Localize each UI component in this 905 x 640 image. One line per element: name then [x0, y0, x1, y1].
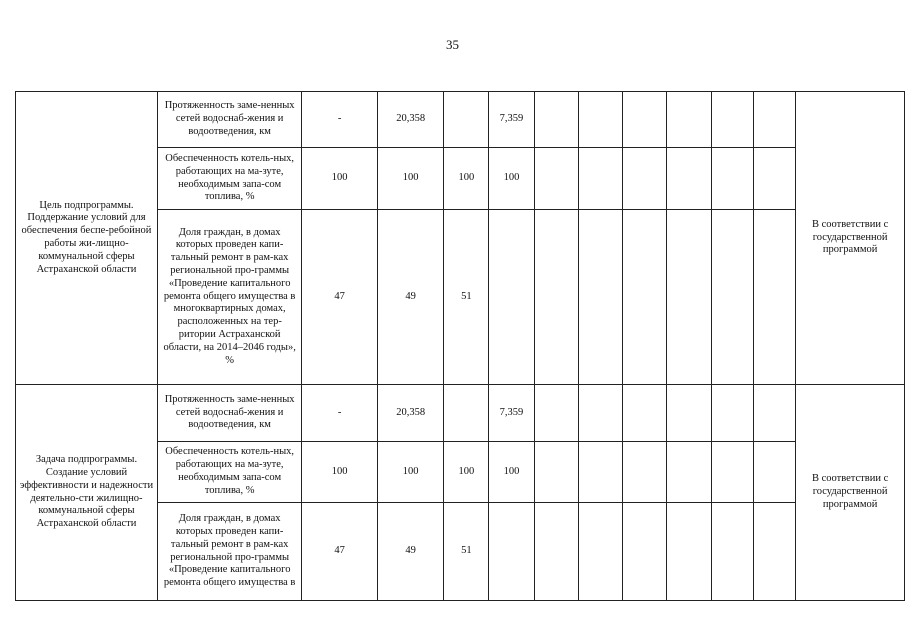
value-cell: 7,359: [489, 92, 534, 148]
value-cell: 100: [377, 442, 444, 503]
value-cell: [711, 210, 753, 385]
value-cell: -: [302, 385, 378, 442]
value-cell: 100: [377, 148, 444, 210]
value-cell: 49: [377, 210, 444, 385]
task-cell: Задача подпрограммы. Создание условий эффективности и надежности деятельно-сти жилищно-коммунальной сферы Астраханской области: [16, 385, 158, 601]
page-number: 35: [446, 37, 459, 52]
value-cell: [534, 503, 578, 601]
value-cell: [711, 385, 753, 442]
note-cell: В соответствии с государственной программой: [796, 92, 905, 385]
value-cell: 100: [444, 148, 489, 210]
value-cell: [753, 210, 795, 385]
indicator-cell: Протяженность заме-ненных сетей водоснаб-жения и водоотведения, км: [157, 92, 301, 148]
value-cell: [753, 503, 795, 601]
value-cell: [578, 442, 622, 503]
value-cell: 7,359: [489, 385, 534, 442]
value-cell: 49: [377, 503, 444, 601]
value-cell: [623, 210, 667, 385]
value-cell: [578, 385, 622, 442]
value-cell: [534, 385, 578, 442]
value-cell: [444, 385, 489, 442]
value-cell: 100: [444, 442, 489, 503]
value-cell: [534, 210, 578, 385]
indicator-cell: Обеспеченность котель-ных, работающих на ма-зуте, необходимым запа-сом топлива, %: [157, 442, 301, 503]
value-cell: [489, 210, 534, 385]
value-cell: 100: [302, 148, 378, 210]
value-cell: [534, 148, 578, 210]
value-cell: 20,358: [377, 92, 444, 148]
value-cell: 100: [489, 148, 534, 210]
value-cell: [667, 385, 711, 442]
value-cell: [667, 210, 711, 385]
value-cell: [753, 148, 795, 210]
indicator-cell: Доля граждан, в домах которых проведен капи-тальный ремонт в рам-ках региональной про-граммы «Проведение капитального ремонта общего имущества в многоквартирных домах, расположенных на тер-ритории Астраханской области, на 2014–2046 годы», %: [157, 210, 301, 385]
value-cell: [711, 503, 753, 601]
value-cell: [578, 148, 622, 210]
indicators-table: [15, 91, 905, 601]
value-cell: [444, 92, 489, 148]
value-cell: [578, 92, 622, 148]
value-cell: 100: [302, 442, 378, 503]
value-cell: [753, 385, 795, 442]
goal-cell: Цель подпрограммы. Поддержание условий для обеспечения беспе-ребойной работы жи-лищно-коммунальной сферы Астраханской области: [16, 92, 158, 385]
value-cell: [753, 442, 795, 503]
value-cell: 20,358: [377, 385, 444, 442]
value-cell: [534, 92, 578, 148]
value-cell: [711, 148, 753, 210]
value-cell: [623, 442, 667, 503]
value-cell: [489, 503, 534, 601]
table-row: [16, 385, 905, 442]
value-cell: [711, 442, 753, 503]
value-cell: [623, 148, 667, 210]
value-cell: [623, 503, 667, 601]
value-cell: 51: [444, 503, 489, 601]
value-cell: [578, 210, 622, 385]
value-cell: [623, 385, 667, 442]
value-cell: [711, 92, 753, 148]
note-cell: В соответствии с государственной программой: [796, 385, 905, 601]
value-cell: [667, 92, 711, 148]
indicator-cell: Обеспеченность котель-ных, работающих на ма-зуте, необходимым запа-сом топлива, %: [157, 148, 301, 210]
value-cell: 100: [489, 442, 534, 503]
value-cell: [667, 442, 711, 503]
value-cell: 47: [302, 210, 378, 385]
value-cell: [667, 503, 711, 601]
table-row: [16, 92, 905, 148]
value-cell: -: [302, 92, 378, 148]
value-cell: [534, 442, 578, 503]
value-cell: 47: [302, 503, 378, 601]
value-cell: [578, 503, 622, 601]
value-cell: [623, 92, 667, 148]
value-cell: [667, 148, 711, 210]
value-cell: 51: [444, 210, 489, 385]
indicator-cell: Доля граждан, в домах которых проведен капи-тальный ремонт в рам-ках региональной про-граммы «Проведение капитального ремонта общего имущества в: [157, 503, 301, 601]
value-cell: [753, 92, 795, 148]
indicator-cell: Протяженность заме-ненных сетей водоснаб-жения и водоотведения, км: [157, 385, 301, 442]
